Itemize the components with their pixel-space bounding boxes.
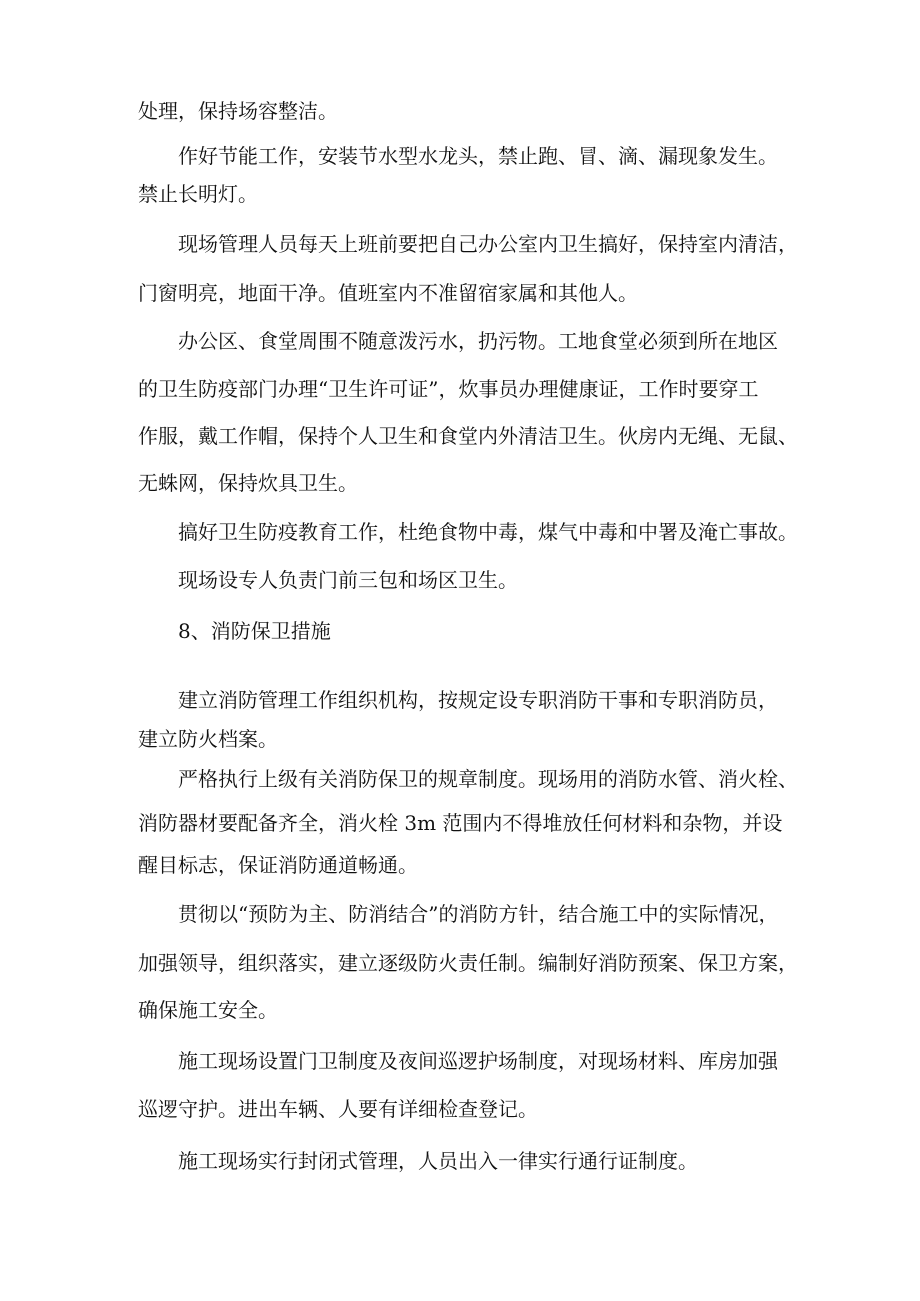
text-line: 严格执行上级有关消防保卫的规章制度。现场用的消防水管、消火栓、 xyxy=(178,767,798,791)
text-line: 现场管理人员每天上班前要把自己办公室内卫生搞好，保持室内清洁， xyxy=(178,232,798,256)
text-line: 贯彻以“预防为主、防消结合”的消防方针，结合施工中的实际情况， xyxy=(178,902,779,926)
text-line: 无蛛网，保持炊具卫生。 xyxy=(138,471,358,495)
text-line: 消防器材要配备齐全，消火栓 3m 范围内不得堆放任何材料和杂物，并设 xyxy=(138,811,783,835)
text-line: 的卫生防疫部门办理“卫生许可证”，炊事员办理健康证，工作时要穿工 xyxy=(138,377,759,401)
text-line: 办公区、食堂周围不随意泼污水，扔污物。工地食堂必须到所在地区 xyxy=(178,329,778,353)
text-line: 禁止长明灯。 xyxy=(138,182,258,206)
text-line: 处理，保持场容整洁。 xyxy=(138,99,338,123)
section-heading: 8、消防保卫措施 xyxy=(178,619,331,643)
text-line: 巡逻守护。进出车辆、人要有详细检查登记。 xyxy=(138,1097,538,1121)
text-line: 作服，戴工作帽，保持个人卫生和食堂内外清洁卫生。伙房内无绳、无鼠、 xyxy=(138,424,798,448)
text-line: 确保施工安全。 xyxy=(138,998,278,1022)
text-line: 现场设专人负责门前三包和场区卫生。 xyxy=(178,568,518,592)
text-line: 建立消防管理工作组织机构，按规定设专职消防干事和专职消防员， xyxy=(178,688,778,712)
text-line: 作好节能工作，安装节水型水龙头，禁止跑、冒、滴、漏现象发生。 xyxy=(178,144,778,168)
text-line: 加强领导，组织落实，建立逐级防火责任制。编制好消防预案、保卫方案， xyxy=(138,951,798,975)
text-line: 施工现场设置门卫制度及夜间巡逻护场制度，对现场材料、库房加强 xyxy=(178,1049,778,1073)
text-line: 搞好卫生防疫教育工作，杜绝食物中毒，煤气中毒和中署及淹亡事故。 xyxy=(178,520,798,544)
text-line: 门窗明亮，地面干净。值班室内不准留宿家属和其他人。 xyxy=(138,281,638,305)
text-line: 施工现场实行封闭式管理，人员出入一律实行通行证制度。 xyxy=(178,1149,698,1173)
text-line: 建立防火档案。 xyxy=(138,727,278,751)
text-line: 醒目标志，保证消防通道畅通。 xyxy=(138,853,418,877)
